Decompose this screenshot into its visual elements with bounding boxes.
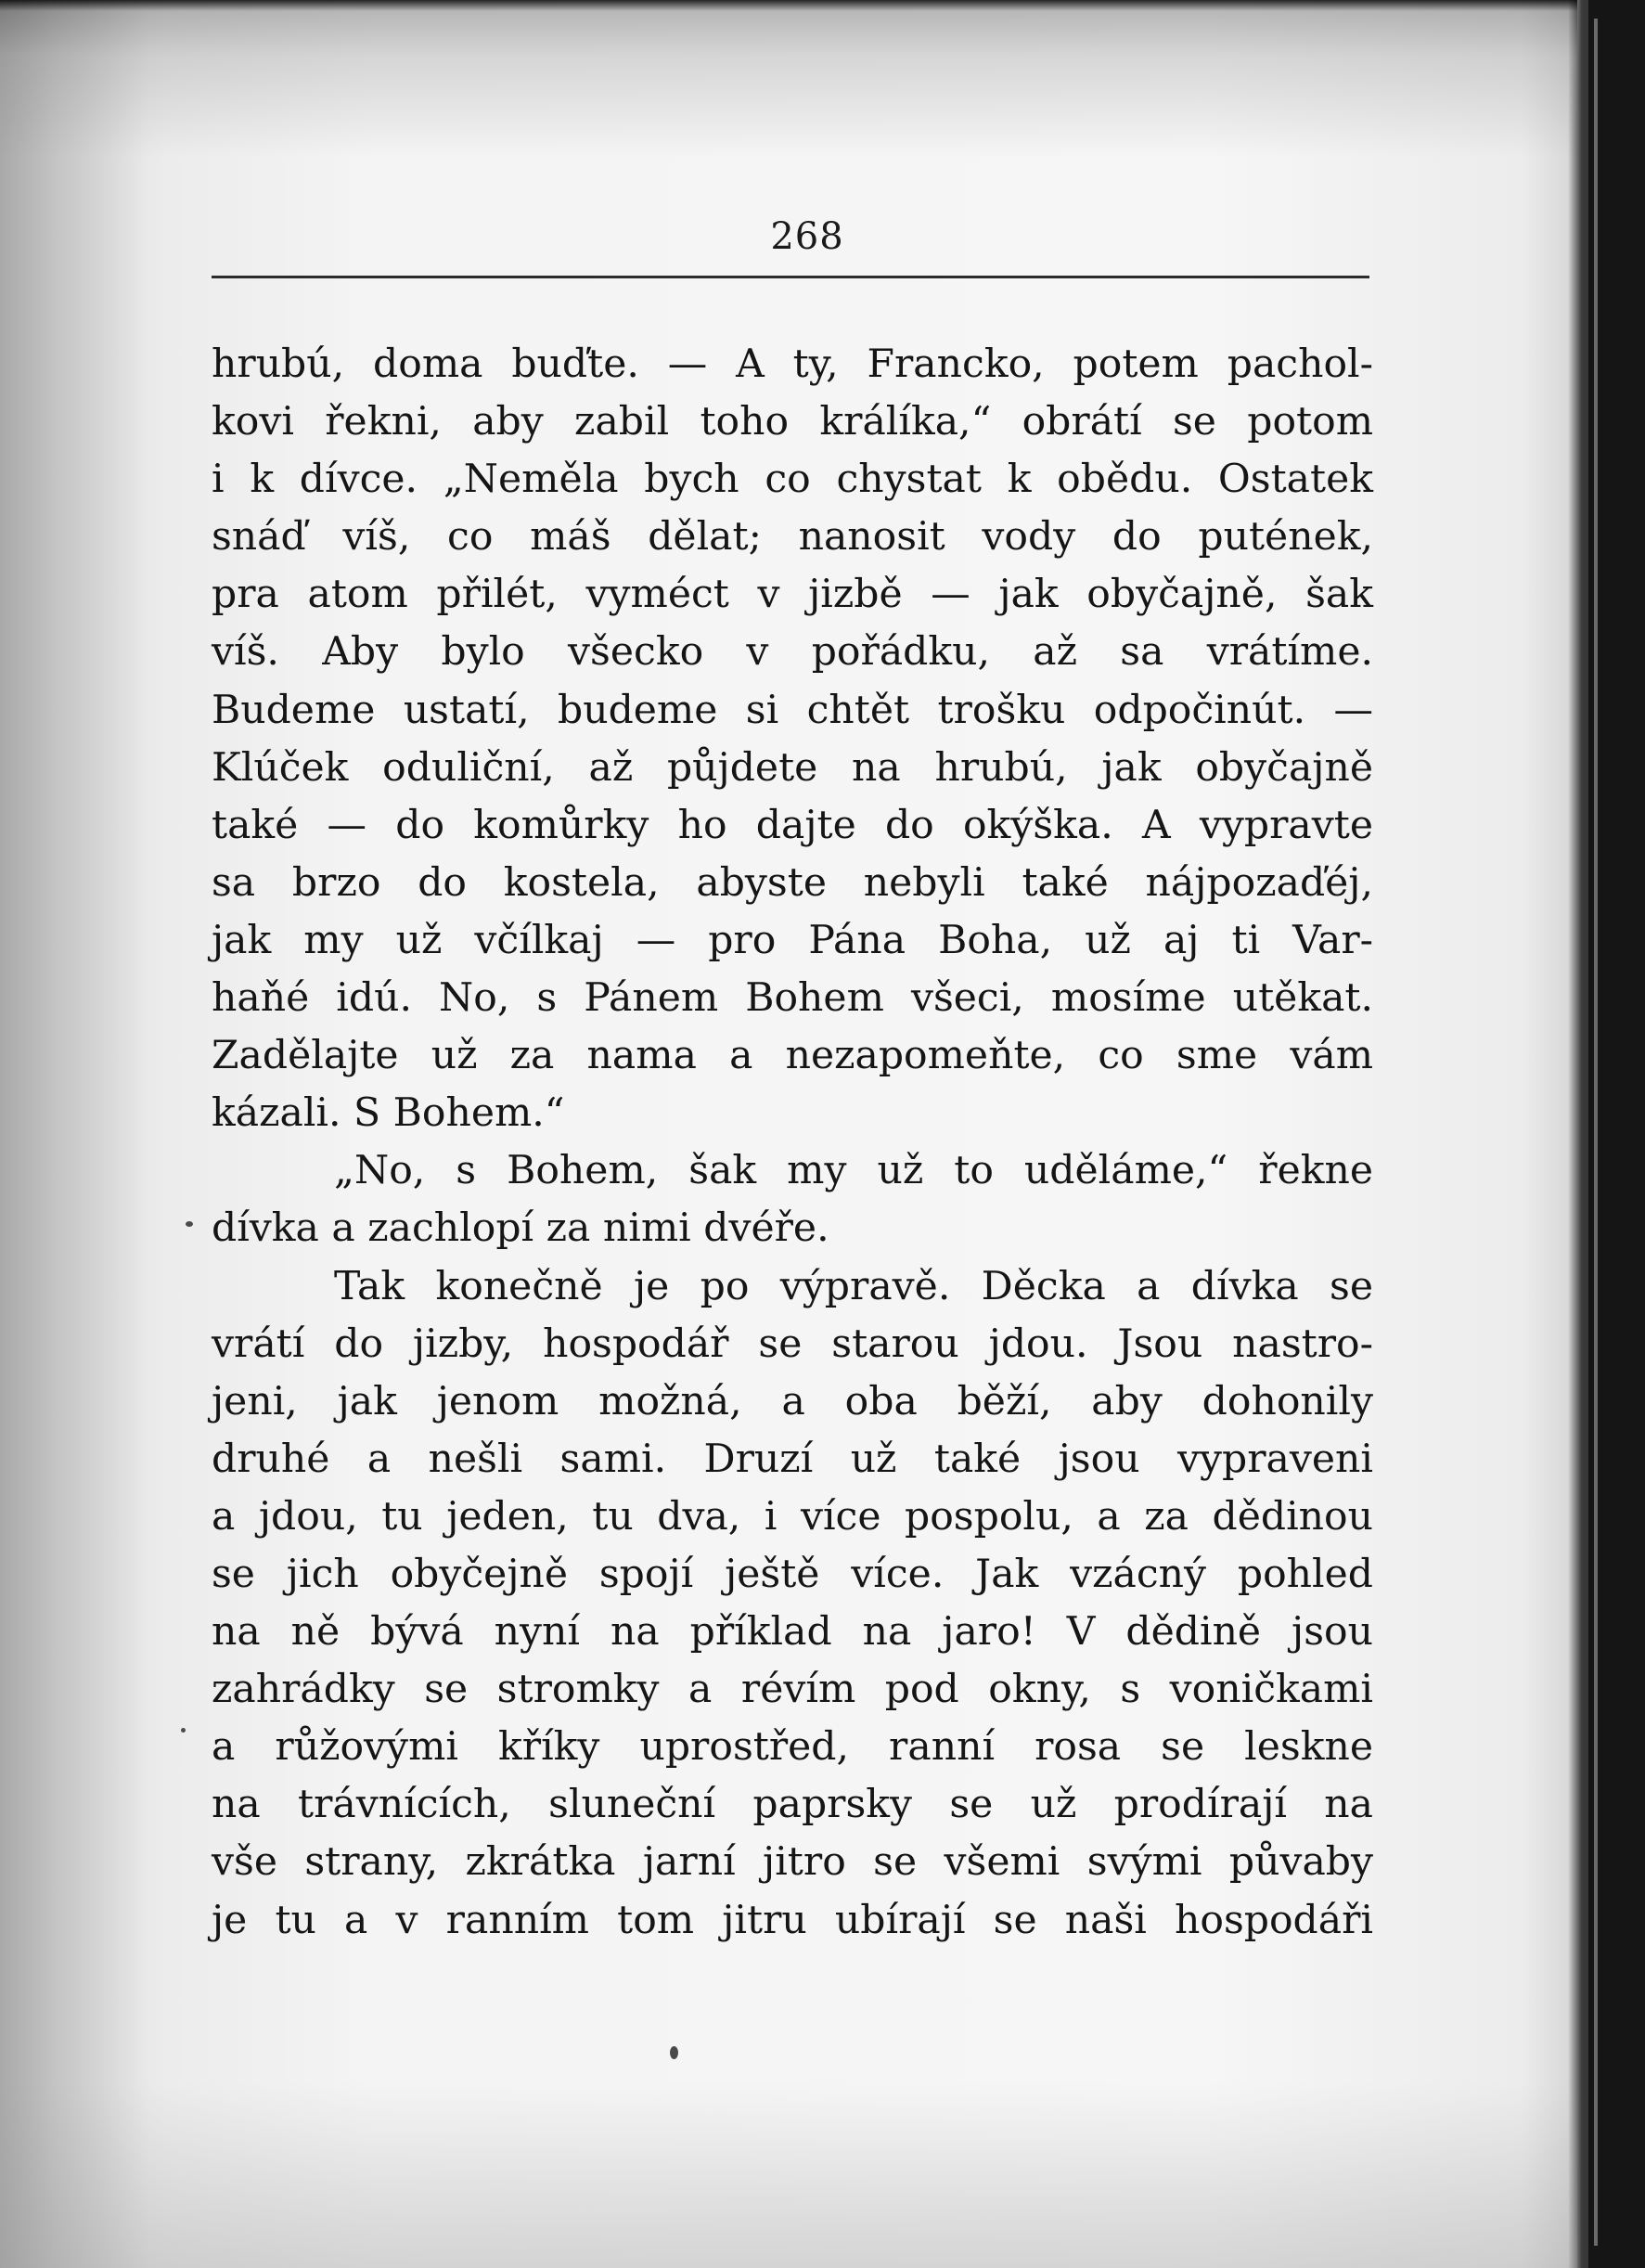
text-line: jeni, jak jenom možná, a oba běží, aby dohonily [212,1378,1373,1424]
text-line: jak my už včílkaj — pro Pána Boha, už aj ti Var- [212,917,1373,963]
text-line: Budeme ustatí, budeme si chtět trošku odpočinút. — [212,687,1373,733]
text-line: a růžovými kříky uprostřed, ranní rosa se leskne [212,1724,1373,1771]
text-line: vše strany, zkrátka jarní jitro se všemi svými půvaby [212,1839,1373,1886]
text-line: „No, s Bohem, šak my už to uděláme,“ řekne [334,1148,1373,1194]
text-line: také — do komůrky ho dajte do okýška. A vypravte [212,802,1373,848]
text-line: snáď víš, co máš dělat; nanosit vody do putének, [212,514,1373,561]
text-line: pra atom přilét, vyméct v jizbě — jak obyčajně, šak [212,572,1373,618]
page-number: 268 [770,215,844,258]
ink-speck [181,1728,186,1733]
text-line: Tak konečně je po výpravě. Děcka a dívka se [334,1263,1373,1309]
bottom-shadow [0,2082,1577,2268]
page-edge-line [1594,19,1598,2246]
text-line: kovi řekni, aby zabil toho králíka,“ obrátí se potom [212,399,1373,445]
text-line: druhé a nešli sami. Druzí už také jsou vypraveni [212,1436,1373,1482]
text-line: hrubú, doma buďte. — A ty, Francko, potem pachol- [212,341,1373,387]
text-line: dívka a zachlopí za nimi dvéře. [212,1205,829,1252]
header-rule [212,276,1369,278]
body-text [212,336,1373,1950]
text-line: je tu a v ranním tom jitru ubírají se naši hospodáři [212,1897,1373,1943]
top-shadow [0,0,1577,158]
text-line: haňé idú. No, s Pánem Bohem všeci, mosíme utěkat. [212,975,1373,1022]
text-line: Klúček oduliční, až půjdete na hrubú, jak obyčajně [212,744,1373,791]
text-line: na trávnících, sluneční paprsky se už prodírají na [212,1782,1373,1828]
text-line: Zadělajte už za nama a nezapomeňte, co sme vám [212,1033,1373,1079]
text-line: a jdou, tu jeden, tu dva, i více pospolu, a za dědinou [212,1493,1373,1540]
text-line: víš. Aby bylo všecko v pořádku, až sa vrátíme. [212,629,1373,676]
text-line: i k dívce. „Neměla bych co chystat k obědu. Ostatek [212,457,1373,503]
ink-speck [670,2046,678,2059]
ink-speck [186,1221,193,1227]
text-line: sa brzo do kostela, abyste nebyli také nájpozaďéj, [212,859,1373,906]
text-line: vrátí do jizby, hospodář se starou jdou. Jsou nastro- [212,1321,1373,1367]
text-line: se jich obyčejně spojí ještě více. Jak vzácný pohled [212,1551,1373,1597]
text-line: na ně bývá nyní na příklad na jaro! V dědině jsou [212,1609,1373,1656]
text-line: kázali. S Bohem.“ [212,1090,565,1137]
left-shadow [0,0,148,2268]
text-line: zahrádky se stromky a révím pod okny, s voničkami [212,1667,1373,1713]
